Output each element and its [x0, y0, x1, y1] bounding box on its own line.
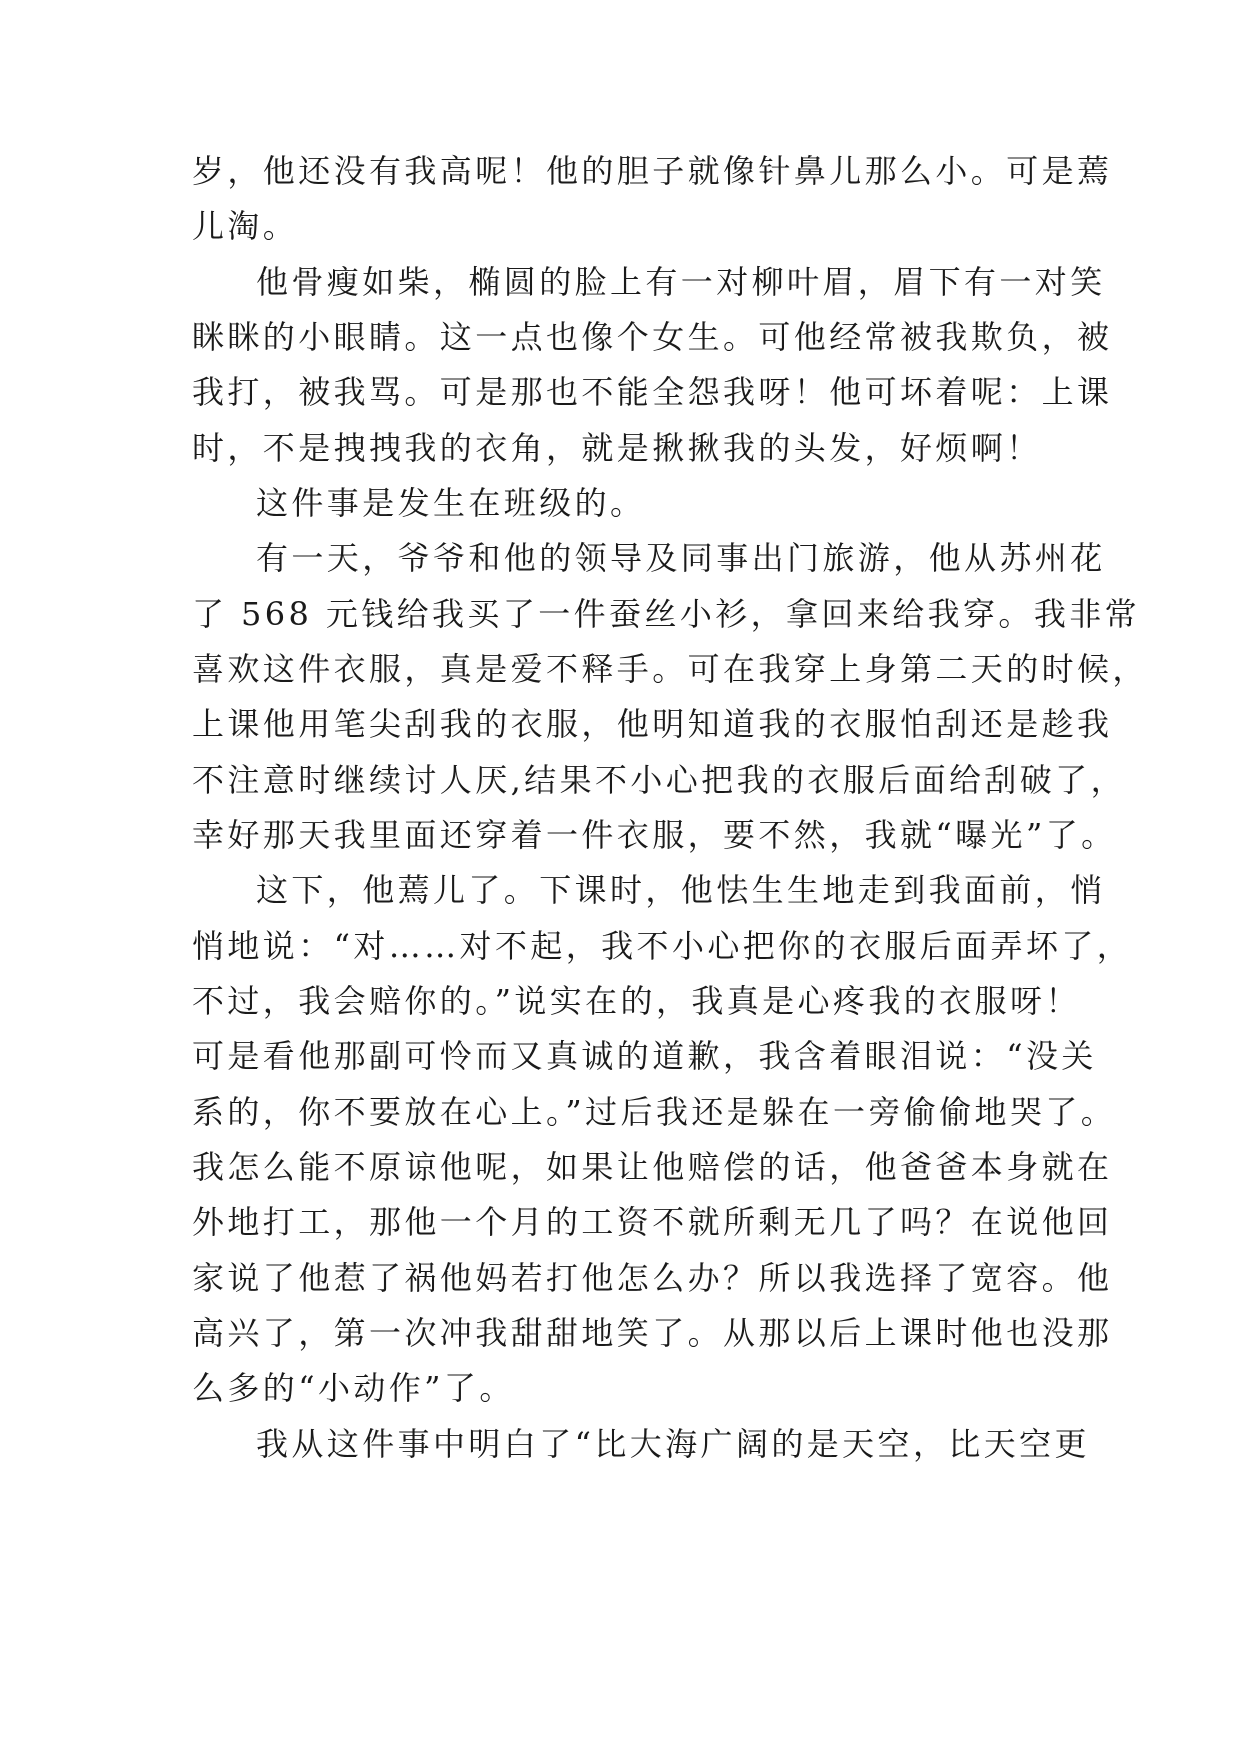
text-line: 岁，他还没有我高呢！他的胆子就像针鼻儿那么小。可是蔫: [192, 152, 1113, 190]
text-line: 可是看他那副可怜而又真诚的道歉，我含着眼泪说：“没关: [192, 1037, 1097, 1075]
text-line: 眯眯的小眼睛。这一点也像个女生。可他经常被我欺负，被: [192, 318, 1113, 356]
paragraph-start-line: 有一天，爷爷和他的领导及同事出门旅游，他从苏州花: [256, 539, 1106, 577]
text-line: 儿淘。: [192, 207, 299, 245]
text-line: 我打，被我骂。可是那也不能全怨我呀！他可坏着呢：上课: [192, 373, 1113, 411]
text-line: 了 568 元钱给我买了一件蚕丝小衫，拿回来给我穿。我非常: [192, 595, 1141, 633]
text-line: 高兴了，第一次冲我甜甜地笑了。从那以后上课时他也没那: [192, 1314, 1113, 1352]
text-line: 外地打工，那他一个月的工资不就所剩无几了吗？在说他回: [192, 1203, 1113, 1241]
text-line: 系的，你不要放在心上。”过后我还是躲在一旁偷偷地哭了。: [192, 1093, 1117, 1131]
text-line: 不过，我会赔你的。”说实在的，我真是心疼我的衣服呀！: [192, 982, 1081, 1020]
paragraph-start-line: 这件事是发生在班级的。: [256, 484, 646, 522]
text-line: 我怎么能不原谅他呢，如果让他赔偿的话，他爸爸本身就在: [192, 1148, 1113, 1186]
text-line: 幸好那天我里面还穿着一件衣服，要不然，我就“曝光”了。: [192, 816, 1117, 854]
text-line: 喜欢这件衣服，真是爱不释手。可在我穿上身第二天的时候，: [192, 650, 1148, 688]
text-line: 时，不是拽拽我的衣角，就是揪揪我的头发，好烦啊！: [192, 429, 1042, 467]
text-line: 上课他用笔尖刮我的衣服，他明知道我的衣服怕刮还是趁我: [192, 705, 1113, 743]
text-line: 不注意时继续讨人厌,结果不小心把我的衣服后面给刮破了，: [192, 761, 1126, 799]
paragraph-start-line: 这下，他蔫儿了。下课时，他怯生生地走到我面前，悄: [256, 871, 1106, 909]
text-line: 悄地说：“对……对不起，我不小心把你的衣服后面弄坏了，: [192, 927, 1133, 965]
paragraph-start-line: 他骨瘦如柴，椭圆的脸上有一对柳叶眉，眉下有一对笑: [256, 263, 1106, 301]
text-line: 家说了他惹了祸他妈若打他怎么办？所以我选择了宽容。他: [192, 1259, 1113, 1297]
text-line: 么多的“小动作”了。: [192, 1369, 515, 1407]
paragraph-start-line: 我从这件事中明白了“比大海广阔的是天空，比天空更: [256, 1425, 1090, 1463]
